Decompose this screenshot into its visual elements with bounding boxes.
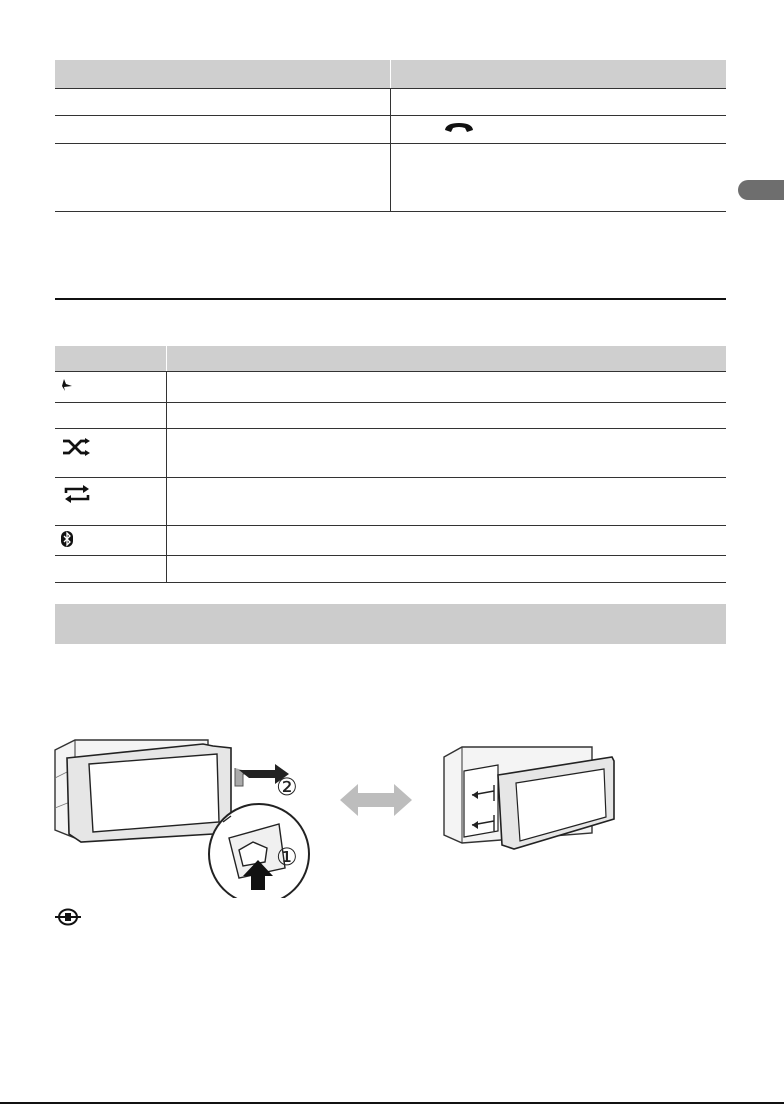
shuffle-icon <box>61 438 91 456</box>
page-bottom-rule <box>0 1102 784 1104</box>
section-heading-band <box>55 604 726 644</box>
detach-front-panel-figure <box>53 738 333 903</box>
step-label-2: ② <box>276 773 298 801</box>
note <box>54 908 82 926</box>
attach-front-panel-figure <box>442 745 617 865</box>
indicator-table-header <box>55 346 726 371</box>
step-label-1: ① <box>276 843 298 871</box>
bluetooth-icon <box>61 531 73 547</box>
section-rule <box>55 298 726 300</box>
important-note-icon <box>54 908 82 926</box>
side-tab <box>738 180 784 200</box>
phone-handset-icon <box>443 121 475 135</box>
repeat-icon <box>63 485 91 503</box>
double-arrow-icon <box>338 780 414 825</box>
tag-indicator-icon <box>61 378 73 392</box>
